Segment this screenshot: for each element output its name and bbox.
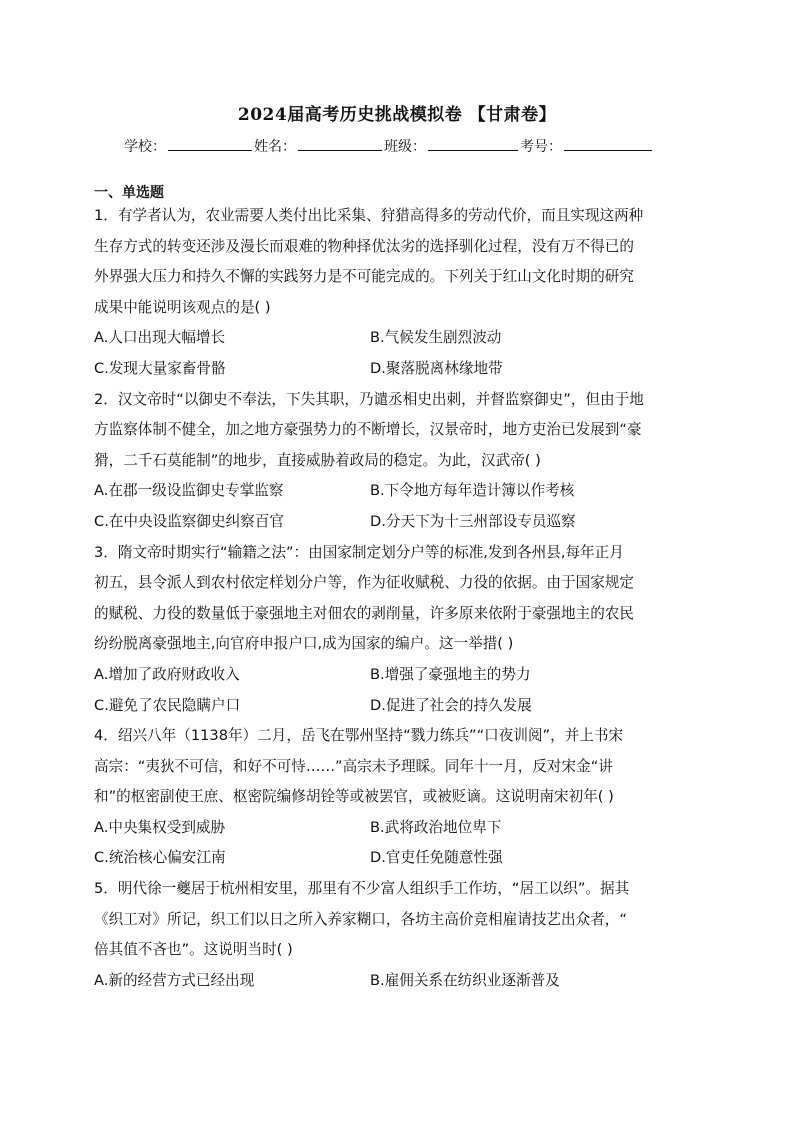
options-grid	[94, 966, 706, 997]
section-title: 一、单选题	[94, 185, 164, 201]
stem-line: 外界强大压力和持久不懈的实践努力是不可能完成的。下列关于红山文化时期的研究	[94, 268, 634, 286]
stem-line: 和”的枢密副使王庶、枢密院编修胡铨等或被罢官，或被贬谪。这说明南宋初年( )	[94, 788, 614, 806]
question-stem	[94, 721, 706, 813]
stem-line: 方监察体制不健全，加之地方豪强势力的不断增长，汉景帝时，地方吏治已发展到“豪	[94, 421, 642, 439]
option-b[interactable]: B.增强了豪强地主的势力	[370, 665, 531, 683]
question-stem	[94, 201, 706, 323]
stem-line: 生存方式的转变还涉及漫长而艰难的物种择优汰劣的选择驯化过程，没有万不得已的	[94, 237, 634, 255]
question-1	[94, 201, 706, 385]
school-blank[interactable]	[168, 136, 252, 151]
question-3	[94, 538, 706, 722]
exam-title: 2024届高考历史挑战模拟卷 【甘肃卷】	[237, 105, 557, 125]
exam-number-label: 考号：	[520, 139, 562, 155]
stem-line: 成果中能说明该观点的是( )	[94, 298, 271, 316]
options-grid	[94, 660, 706, 721]
question-2	[94, 385, 706, 538]
question-stem	[94, 385, 706, 477]
options-grid	[94, 813, 706, 874]
options-grid	[94, 323, 706, 384]
option-a[interactable]: A.在郡一级设监御史专掌监察	[94, 482, 284, 500]
student-info-line	[124, 136, 654, 156]
option-c[interactable]: C.避免了农民隐瞒户口	[94, 696, 241, 714]
option-b[interactable]: B.下令地方每年造计簿以作考核	[370, 482, 575, 500]
exam-number-blank[interactable]	[564, 136, 652, 151]
stem-line: 1．有学者认为，农业需要人类付出比采集、狩猎高得多的劳动代价，而且实现这两种	[94, 207, 644, 224]
option-c[interactable]: C.发现大量家畜骨骼	[94, 359, 226, 377]
stem-line: 猾，二千石莫能制”的地步，直接威胁着政局的稳定。为此，汉武帝( )	[94, 451, 541, 469]
option-c[interactable]: C.在中央设监察御史纠察百官	[94, 512, 284, 530]
stem-line: 《织工对》所记，织工们以日之所入养家糊口，各坊主高价竞相雇请技艺出众者，“	[94, 910, 627, 928]
stem-line: 初五，县令派人到农村依定样划分户等，作为征收赋税、力役的依据。由于国家规定	[94, 574, 634, 592]
stem-line: 3．隋文帝时期实行“输籍之法”：由国家制定划分户等的标准,发到各州县,每年正月	[94, 543, 624, 561]
option-b[interactable]: B.武将政治地位卑下	[370, 818, 502, 836]
option-a[interactable]: A.新的经营方式已经出现	[94, 971, 255, 989]
option-d[interactable]: D.促进了社会的持久发展	[370, 696, 532, 714]
stem-line: 倍其值不吝也”。这说明当时( )	[94, 941, 293, 959]
option-b[interactable]: B.雇佣关系在纺织业逐渐普及	[370, 971, 560, 989]
option-d[interactable]: D.分天下为十三州部设专员巡察	[370, 512, 576, 530]
question-4	[94, 721, 706, 874]
option-c[interactable]: C.统治核心偏安江南	[94, 849, 226, 867]
stem-line: 高宗：“夷狄不可信，和好不可恃……”高宗未予理睬。同年十一月，反对宋金“讲	[94, 757, 613, 775]
options-grid	[94, 476, 706, 537]
stem-line: 4．绍兴八年（1138年）二月，岳飞在鄂州坚持“戮力练兵”“口夜训阅”，并上书宋	[94, 727, 624, 745]
option-b[interactable]: B.气候发生剧烈波动	[370, 329, 502, 347]
option-d[interactable]: D.聚落脱离林缘地带	[370, 359, 503, 377]
class-blank[interactable]	[428, 136, 518, 151]
name-label: 姓名：	[254, 139, 296, 155]
option-a[interactable]: A.人口出现大幅增长	[94, 329, 226, 347]
stem-line: 纷纷脱离豪强地主,向官府申报户口,成为国家的编户。这一举措( )	[94, 635, 514, 653]
name-blank[interactable]	[298, 136, 382, 151]
option-a[interactable]: A.中央集权受到威胁	[94, 818, 226, 836]
questions-list	[94, 201, 706, 996]
question-stem	[94, 538, 706, 660]
question-stem	[94, 874, 706, 966]
option-d[interactable]: D.官吏任免随意性强	[370, 849, 503, 867]
question-5	[94, 874, 706, 996]
school-label: 学校：	[124, 139, 166, 155]
stem-line: 的赋税、力役的数量低于豪强地主对佃农的剥削量，许多原来依附于豪强地主的农民	[94, 604, 634, 622]
class-label: 班级：	[384, 139, 426, 155]
stem-line: 2．汉文帝时“以御史不奉法，下失其职，乃谴丞相史出刺，并督监察御史”，但由于地	[94, 390, 644, 408]
option-a[interactable]: A.增加了政府财政收入	[94, 665, 240, 683]
stem-line: 5．明代徐一夔居于杭州相安里，那里有不少富人组织手工作坊，“居工以织”。据其	[94, 880, 630, 898]
